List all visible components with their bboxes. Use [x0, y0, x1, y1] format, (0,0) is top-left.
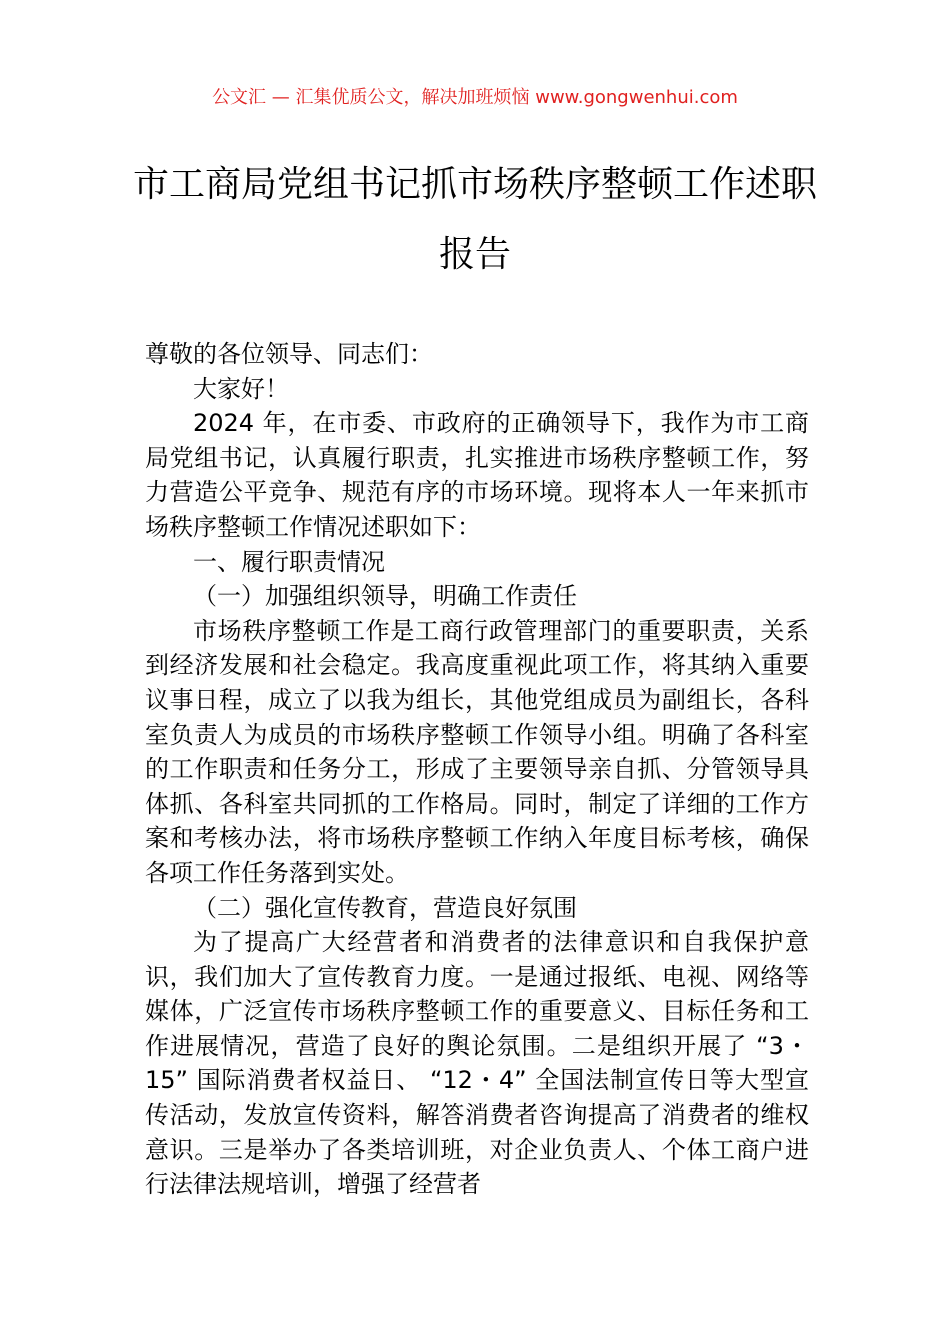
subsection-heading-1: （一）加强组织领导，明确工作责任	[193, 582, 577, 611]
salutation: 尊敬的各位领导、同志们：	[145, 340, 433, 368]
document-body	[145, 337, 809, 1202]
paragraph-publicity: 为了提高广大经营者和消费者的法律意识和自我保护意识，我们加大了宣传教育力度。一是通过报纸、电视、网络等媒体，广泛宣传市场秩序整顿工作的重要意义、目标任务和工作进展情况，营造了良好的舆论氛围。二是组织开展了 “3・15” 国际消费者权益日、 “12・4” 全国法制宣传日等大型宣传活动，发放宣传资料，解答消费者咨询提高了消费者的维权意识。三是举办了各类培训班，对企业负责人、个体工商户进行法律法规培训，增强了经营者	[145, 928, 809, 1199]
paragraph-intro: 2024 年，在市委、市政府的正确领导下，我作为市工商局党组书记，认真履行职责，扎实推进市场秩序整顿工作，努力营造公平竞争、规范有序的市场环境。现将本人一年来抓市场秩序整顿工作情况述职如下：	[145, 409, 809, 541]
greeting: 大家好！	[193, 374, 289, 403]
subsection-heading-2: （二）强化宣传教育，营造良好氛围	[193, 893, 577, 922]
document-title: 市工商局党组书记抓市场秩序整顿工作述职报告	[132, 164, 817, 275]
section-heading-1: 一、履行职责情况	[193, 547, 385, 576]
header-banner: 公文汇 — 汇集优质公文，解决加班烦恼 www.gongwenhui.com	[212, 87, 738, 108]
paragraph-organization: 市场秩序整顿工作是工商行政管理部门的重要职责，关系到经济发展和社会稳定。我高度重视此项工作，将其纳入重要议事日程，成立了以我为组长，其他党组成员为副组长，各科室负责人为成员的市场秩序整顿工作领导小组。明确了各科室的工作职责和任务分工，形成了主要领导亲自抓、分管领导具体抓、各科室共同抓的工作格局。同时，制定了详细的工作方案和考核办法，将市场秩序整顿工作纳入年度目标考核，确保各项工作任务落到实处。	[145, 616, 809, 887]
